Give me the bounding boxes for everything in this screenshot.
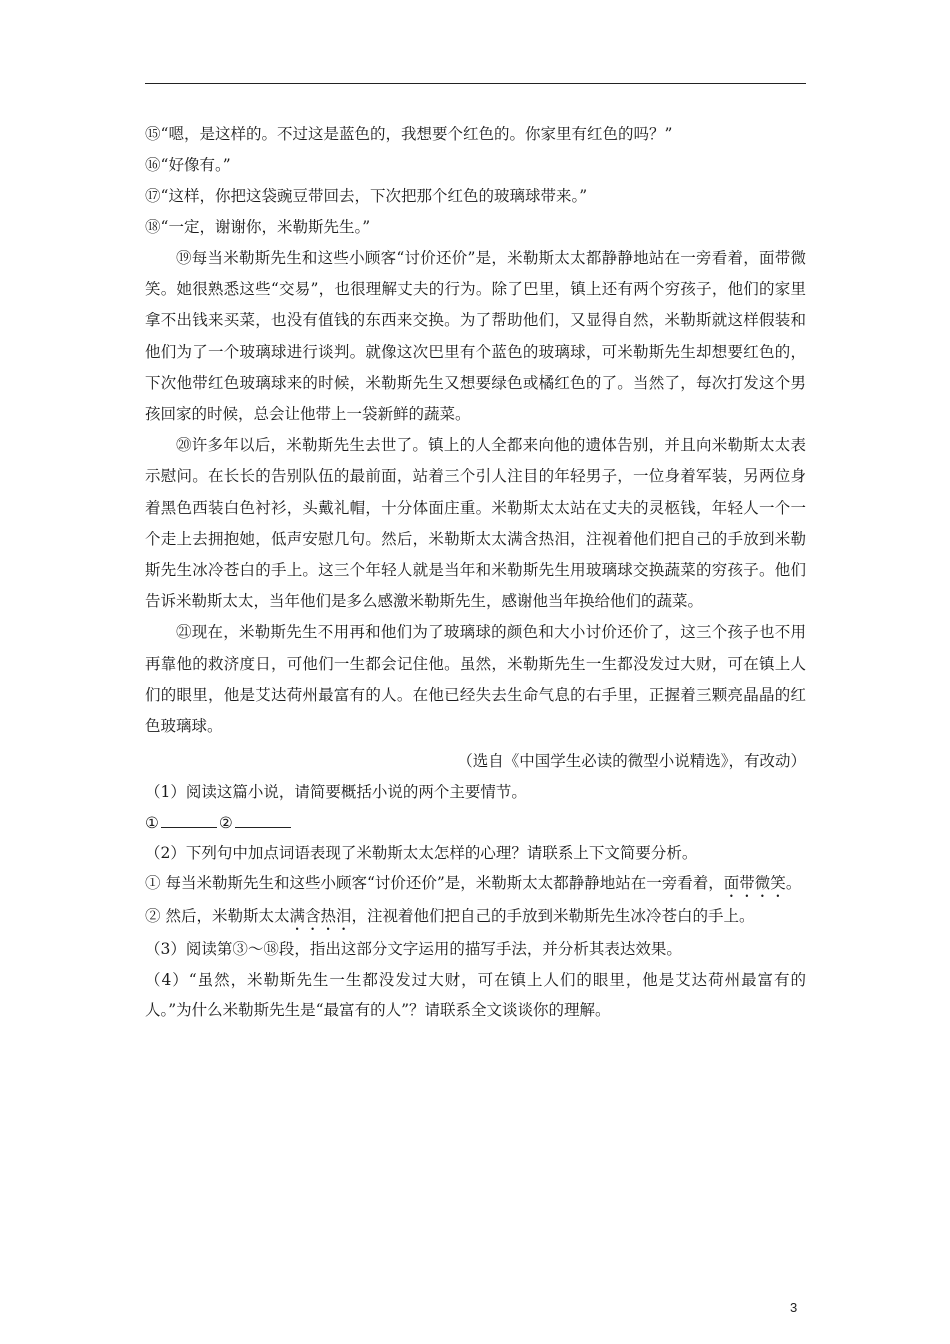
dialogue-text: “一定，谢谢你，米勒斯先生。” xyxy=(160,218,371,236)
sentence-number: ① xyxy=(145,874,161,893)
paragraph-number: ⑳ xyxy=(176,436,192,455)
page-number: 3 xyxy=(790,1300,798,1315)
answer-mark-1: ① xyxy=(145,813,159,832)
paragraph-text: 现在，米勒斯先生不用再和他们为了玻璃球的颜色和大小讨价还价了，这三个孩子也不用再靠他的救济度日，可他们一生都会记住他。虽然，米勒斯先生一生都没发过大财，可在镇上人们的眼里，他是艾达荷州最富有的人。在他已经失去生命气息的右手里，正握着三颗亮晶晶的红色玻璃球。 xyxy=(145,623,806,736)
question-1: （1）阅读这篇小说，请简要概括小说的两个主要情节。 xyxy=(145,783,527,802)
dotted-phrase: 面带微笑 xyxy=(723,874,786,893)
dialogue-line-16 xyxy=(145,150,806,181)
sentence-text: 然后，米勒斯太太 xyxy=(160,907,290,926)
answer-blank-2[interactable] xyxy=(235,814,291,828)
paragraph-20 xyxy=(145,430,806,617)
dialogue-text: “嗯，是这样的。不过这是蓝色的，我想要个红色的。你家里有红色的吗？” xyxy=(160,125,673,143)
question-4: （4）“虽然，米勒斯先生一生都没发过大财，可在镇上人们的眼里，他是艾达荷州最富有的人。”为什么米勒斯先生是“最富有的人”？请联系全文谈谈你的理解。 xyxy=(145,970,806,1020)
question-1-answer-blanks xyxy=(145,808,806,838)
header-rule xyxy=(145,83,806,84)
dialogue-line-17 xyxy=(145,181,806,212)
dialogue-line-15 xyxy=(145,119,806,150)
sentence-text: 每当米勒斯先生和这些小顾客“讨价还价”是，米勒斯太太都静静地站在一旁看着， xyxy=(160,874,724,893)
paragraph-21 xyxy=(145,617,806,742)
question-2-sentence-2 xyxy=(145,901,806,934)
dialogue-line-18 xyxy=(145,212,806,243)
sentence-number: ② xyxy=(145,907,161,926)
answer-blank-1[interactable] xyxy=(161,814,217,828)
paragraph-number: ⑱ xyxy=(145,218,161,236)
paragraph-19 xyxy=(145,243,806,430)
paragraph-number: ⑰ xyxy=(145,187,161,205)
sentence-text: ，注视着他们把自己的手放到米勒斯先生冰冷苍白的手上。 xyxy=(351,907,755,926)
paragraph-number: ㉑ xyxy=(176,623,192,642)
paragraph-number: ⑮ xyxy=(145,125,161,143)
paragraph-number: ⑲ xyxy=(176,249,192,267)
paragraph-text: 许多年以后，米勒斯先生去世了。镇上的人全都来向他的遗体告别，并且向米勒斯太太表示慰问。在长长的告别队伍的最前面，站着三个引人注目的年轻男子，一位身着军装，另两位身着黑色西装白色衬衫，头戴礼帽，十分体面庄重。米勒斯太太站在丈夫的灵柩钱，年轻人一个一个走上去拥抱她，低声安慰几句。然后，米勒斯太太满含热泪，注视着他们把自己的手放到米勒斯先生冰冷苍白的手上。这三个年轻人就是当年和米勒斯先生用玻璃球交换蔬菜的穷孩子。他们告诉米勒斯太太，当年他们是多么感激米勒斯先生，感谢他当年换给他们的蔬菜。 xyxy=(145,436,806,611)
page-content xyxy=(145,119,806,1026)
question-2: （2）下列句中加点词语表现了米勒斯太太怎样的心理？请联系上下文简要分析。 xyxy=(145,844,698,863)
dialogue-text: “这样，你把这袋豌豆带回去，下次把那个红色的玻璃球带来。” xyxy=(160,187,588,205)
question-3: （3）阅读第③～⑱段，指出这部分文字运用的描写手法，并分析其表达效果。 xyxy=(145,940,682,959)
source-citation: （选自《中国学生必读的微型小说精选》，有改动） xyxy=(457,752,806,771)
dialogue-text: “好像有。” xyxy=(160,156,231,174)
sentence-text: 。 xyxy=(785,874,802,893)
paragraph-text: 每当米勒斯先生和这些小顾客“讨价还价”是，米勒斯太太都静静地站在一旁看着，面带微笑。她很熟悉这些“交易”，也很理解丈夫的行为。除了巴里，镇上还有两个穷孩子，他们的家里拿不出钱来买菜，也没有值钱的东西来交换。为了帮助他们，又显得自然，米勒斯就这样假装和他们为了一个玻璃球进行谈判。就像这次巴里有个蓝色的玻璃球，可米勒斯先生却想要红色的，下次他带红色玻璃球来的时候，米勒斯先生又想要绿色或橘红色的了。当然了，每次打发这个男孩回家的时候，总会让他带上一袋新鲜的蔬菜。 xyxy=(145,249,806,424)
answer-mark-2: ② xyxy=(218,813,233,832)
paragraph-number: ⑯ xyxy=(145,156,161,174)
dotted-phrase: 满含热泪 xyxy=(289,907,352,926)
question-2-sentence-1 xyxy=(145,868,806,901)
